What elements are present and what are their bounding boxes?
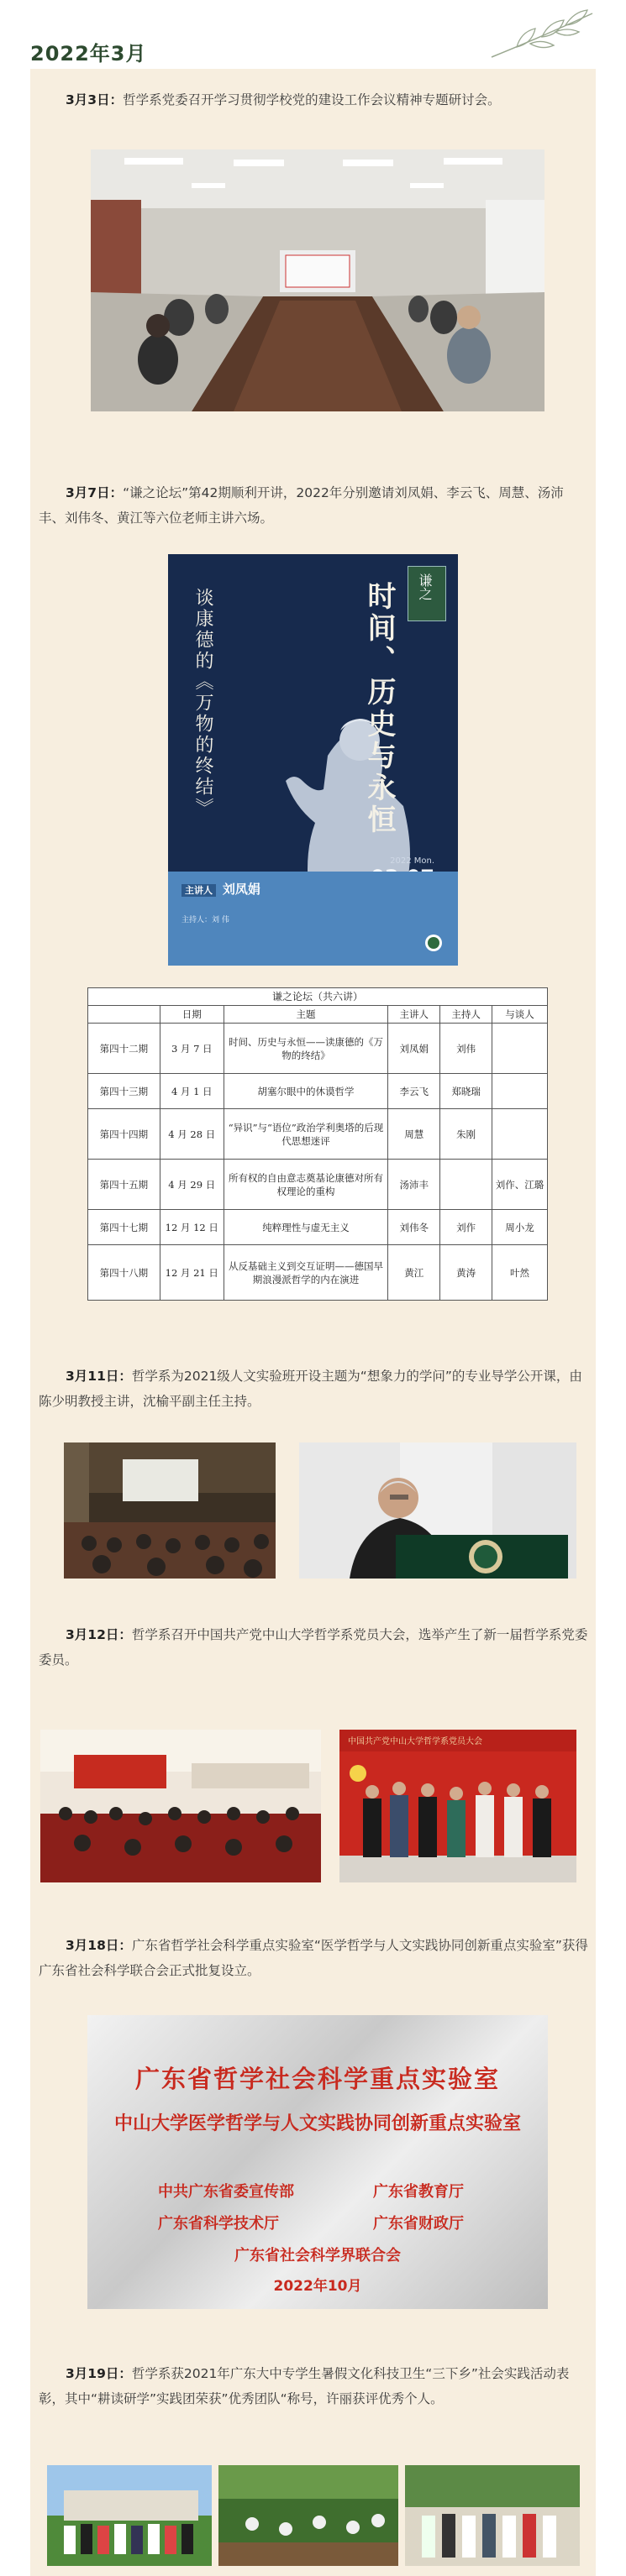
- table-cell: 第四十三期: [88, 1074, 160, 1109]
- event-date: 3月11日：: [66, 1369, 132, 1384]
- event-text: 哲学系召开中国共产党中山大学哲学系党员大会，选举产生了新一届哲学系党委委员。: [39, 1627, 588, 1668]
- table-header: [88, 1006, 160, 1024]
- table-cell: 3 月 7 日: [160, 1024, 224, 1074]
- table-cell: 李云飞: [388, 1074, 440, 1109]
- event-paragraph: [39, 1364, 589, 1414]
- plaque-org: 广东省科学技术厅: [158, 2215, 279, 2233]
- event-paragraph: [39, 2361, 589, 2411]
- event-text: “谦之论坛”第42期顺利开讲，2022年分别邀请刘凤娟、李云飞、周慧、汤沛丰、刘伟冬、黄江等六位老师主讲六场。: [39, 485, 564, 526]
- table-cell: 第四十八期: [88, 1245, 160, 1301]
- event-paragraph: [39, 87, 589, 113]
- plaque-org: 中共广东省委宣传部: [158, 2183, 294, 2201]
- event-text: 哲学系党委召开学习贯彻学校党的建设工作会议精神专题研讨会。: [123, 92, 501, 107]
- poster-date-month: 2022 Mon.: [390, 856, 434, 866]
- table-cell: 刘凤娟: [388, 1024, 440, 1074]
- practice-village-photo: [405, 2465, 580, 2566]
- table-cell: 刘作、江璐: [492, 1160, 548, 1210]
- table-row: [88, 1245, 548, 1301]
- poster-info-band: [168, 872, 458, 966]
- table-cell: 胡塞尔眼中的休谟哲学: [224, 1074, 388, 1109]
- table-cell: 12 月 12 日: [160, 1210, 224, 1245]
- event-date: 3月12日：: [66, 1627, 132, 1642]
- table-cell: 刘伟: [440, 1024, 492, 1074]
- event-text: 哲学系获2021年广东大中专学生暑假文化科技卫生“三下乡”社会实践活动表彰，其中“耕读研学”实践团荣获”优秀团队“称号，许丽获评优秀个人。: [39, 2366, 570, 2406]
- table-cell: 第四十二期: [88, 1024, 160, 1074]
- table-cell: 从反基础主义到交互证明——德国早期浪漫派哲学的内在演进: [224, 1245, 388, 1301]
- table-cell: 第四十五期: [88, 1160, 160, 1210]
- table-cell: 郑晓瑞: [440, 1074, 492, 1109]
- table-header: 日期: [160, 1006, 224, 1024]
- table-row: [88, 1160, 548, 1210]
- table-cell: 纯粹理性与虚无主义: [224, 1210, 388, 1245]
- table-cell: [492, 1109, 548, 1160]
- party-meeting-hall-photo: [40, 1730, 321, 1882]
- table-cell: 时间、历史与永恒——读康德的《万物的终结》: [224, 1024, 388, 1074]
- table-header: 与谈人: [492, 1006, 548, 1024]
- table-cell: 12 月 21 日: [160, 1245, 224, 1301]
- table-cell: [492, 1074, 548, 1109]
- university-logo-icon: [424, 934, 443, 952]
- event-date: 3月18日：: [66, 1938, 132, 1953]
- event-date: 3月7日：: [66, 485, 124, 500]
- table-cell: 周慧: [388, 1109, 440, 1160]
- table-row: [88, 1109, 548, 1160]
- table-cell: “异识”与“语位”政治学利奥塔的后现代思想迷评: [224, 1109, 388, 1160]
- plaque-date: 2022年10月: [273, 2278, 362, 2295]
- speaker-podium-photo: [299, 1442, 576, 1579]
- plaque-lab-name: 中山大学医学哲学与人文实践协同创新重点实验室: [113, 2113, 521, 2134]
- lecture-hall-photo: [64, 1442, 276, 1579]
- table-row: [88, 1024, 548, 1074]
- table-cell: 4 月 29 日: [160, 1160, 224, 1210]
- table-cell: 黄涛: [440, 1245, 492, 1301]
- table-cell: [492, 1024, 548, 1074]
- table-cell: 黄江: [388, 1245, 440, 1301]
- lecture-schedule-table: [87, 987, 548, 1301]
- plaque-title: 广东省哲学社会科学重点实验室: [134, 2065, 500, 2093]
- plaque-org: 广东省财政厅: [373, 2215, 464, 2233]
- plaque-org: 广东省教育厅: [373, 2183, 464, 2201]
- poster-host: 主持人：刘 伟: [181, 916, 229, 924]
- forum-badge: 谦之: [408, 566, 446, 621]
- banner-text: 中国共产党中山大学哲学系党员大会: [348, 1737, 482, 1746]
- table-header: 主题: [224, 1006, 388, 1024]
- table-cell: 第四十七期: [88, 1210, 160, 1245]
- party-committee-group-photo: [339, 1730, 576, 1882]
- table-cell: 4 月 28 日: [160, 1109, 224, 1160]
- event-paragraph: [39, 480, 589, 531]
- table-row: [88, 1210, 548, 1245]
- plaque-org: 广东省社会科学界联合会: [234, 2247, 401, 2264]
- event-paragraph: [39, 1622, 589, 1673]
- poster-subtitle: 谈康德的《万物的终结》: [192, 588, 213, 819]
- lecture-poster: [168, 554, 458, 966]
- practice-group-photo: [47, 2465, 212, 2566]
- table-cell: 朱刚: [440, 1109, 492, 1160]
- table-header: 主讲人: [388, 1006, 440, 1024]
- table-cell: 叶然: [492, 1245, 548, 1301]
- meeting-room-photo: [91, 149, 544, 411]
- poster-title: 时间、历史与永恒: [362, 581, 396, 836]
- event-text: 广东省哲学社会科学重点实验室“医学哲学与人文实践协同创新重点实验室”获得广东省社会科学联合会正式批复设立。: [39, 1938, 588, 1978]
- table-cell: 第四十四期: [88, 1109, 160, 1160]
- poster-speaker: 主讲人 刘凤娟: [181, 880, 260, 898]
- table-caption: 谦之论坛（共六讲）: [88, 988, 548, 1006]
- event-paragraph: [39, 1933, 589, 1983]
- event-date: 3月19日：: [66, 2366, 132, 2381]
- lab-plaque: [87, 2015, 548, 2309]
- table-cell: 刘伟冬: [388, 1210, 440, 1245]
- table-row: [88, 1074, 548, 1109]
- table-cell: 周小龙: [492, 1210, 548, 1245]
- table-cell: 所有权的自由意志奠基论康德对所有权理论的重构: [224, 1160, 388, 1210]
- page-header: [0, 0, 626, 69]
- event-date: 3月3日：: [66, 92, 124, 107]
- table-header-row: [88, 1006, 548, 1024]
- leaf-decoration-icon: [483, 7, 601, 65]
- table-cell: 刘作: [440, 1210, 492, 1245]
- month-title: 2022年3月: [30, 42, 147, 65]
- table-header: 主持人: [440, 1006, 492, 1024]
- practice-field-photo: [218, 2465, 398, 2566]
- table-cell: 汤沛丰: [388, 1160, 440, 1210]
- event-text: 哲学系为2021级人文实验班开设主题为“想象力的学问”的专业导学公开课，由陈少明教授主讲，沈榆平副主任主持。: [39, 1369, 582, 1409]
- table-cell: 4 月 1 日: [160, 1074, 224, 1109]
- table-cell: [440, 1160, 492, 1210]
